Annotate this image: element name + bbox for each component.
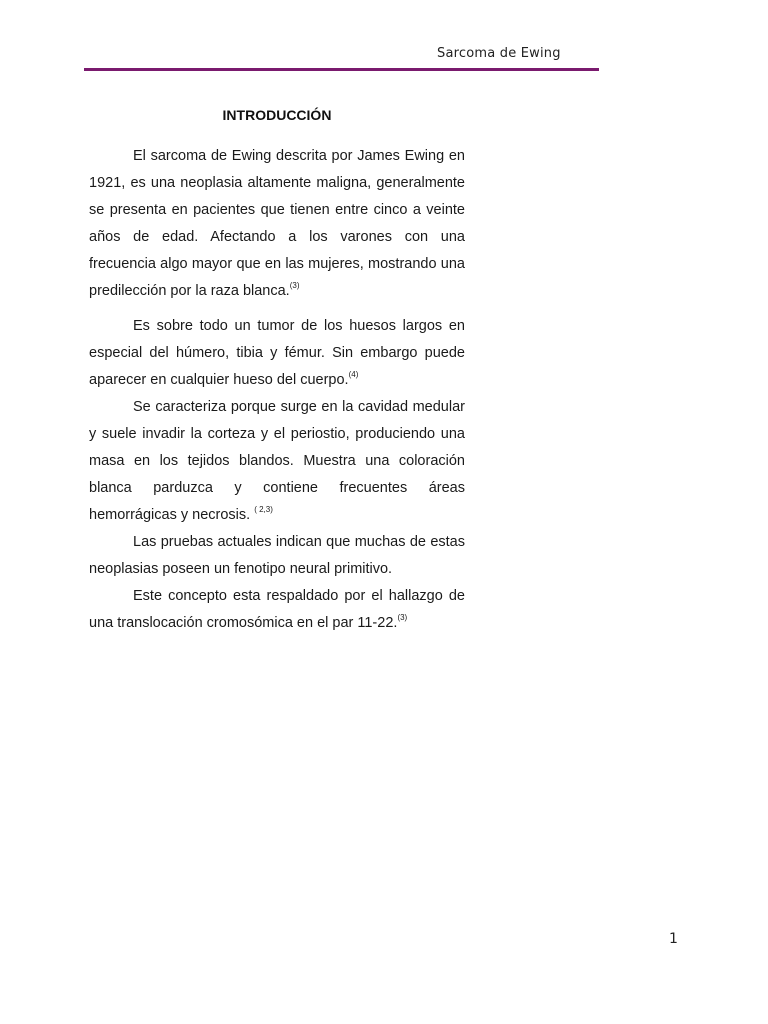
paragraph [89, 313, 465, 394]
paragraph [89, 143, 465, 305]
paragraph [89, 394, 465, 529]
citation-marker: (4) [348, 370, 359, 379]
paragraph-text: Se caracteriza porque surge en la cavidad medular y suele invadir la corteza y el periostio, produciendo una masa en los tejidos blandos. Muestra una coloración blanca parduzca y contiene frecuentes áreas hemorrágicas y necrosis. [89, 399, 465, 523]
citation-marker: ( 2,3) [254, 505, 273, 514]
section-heading: INTRODUCCIÓN [222, 107, 332, 123]
header-divider [84, 68, 599, 71]
citation-marker: (3) [289, 281, 300, 290]
paragraph-text: Las pruebas actuales indican que muchas de estas neoplasias poseen un fenotipo neural primitivo. [89, 534, 465, 577]
paragraph-text: Es sobre todo un tumor de los huesos largos en especial del húmero, tibia y fémur. Sin embargo puede aparecer en cualquier hueso del cuerpo. [89, 318, 465, 388]
paragraph-text: El sarcoma de Ewing descrita por James Ewing en 1921, es una neoplasia altamente maligna, generalmente se presenta en pacientes que tienen entre cinco a veinte años de edad. Afectando a los varones con una frecuencia algo mayor que en las mujeres, mostrando una predilección por la raza blanca. [89, 148, 465, 299]
paragraph-text: Este concepto esta respaldado por el hallazgo de una translocación cromosómica en el par 11-22. [89, 588, 465, 631]
page-number: 1 [669, 931, 678, 947]
paragraph [89, 529, 465, 583]
paragraph [89, 583, 465, 637]
body-text [89, 143, 465, 637]
running-header-title: Sarcoma de Ewing [437, 46, 561, 61]
citation-marker: (3) [397, 613, 408, 622]
